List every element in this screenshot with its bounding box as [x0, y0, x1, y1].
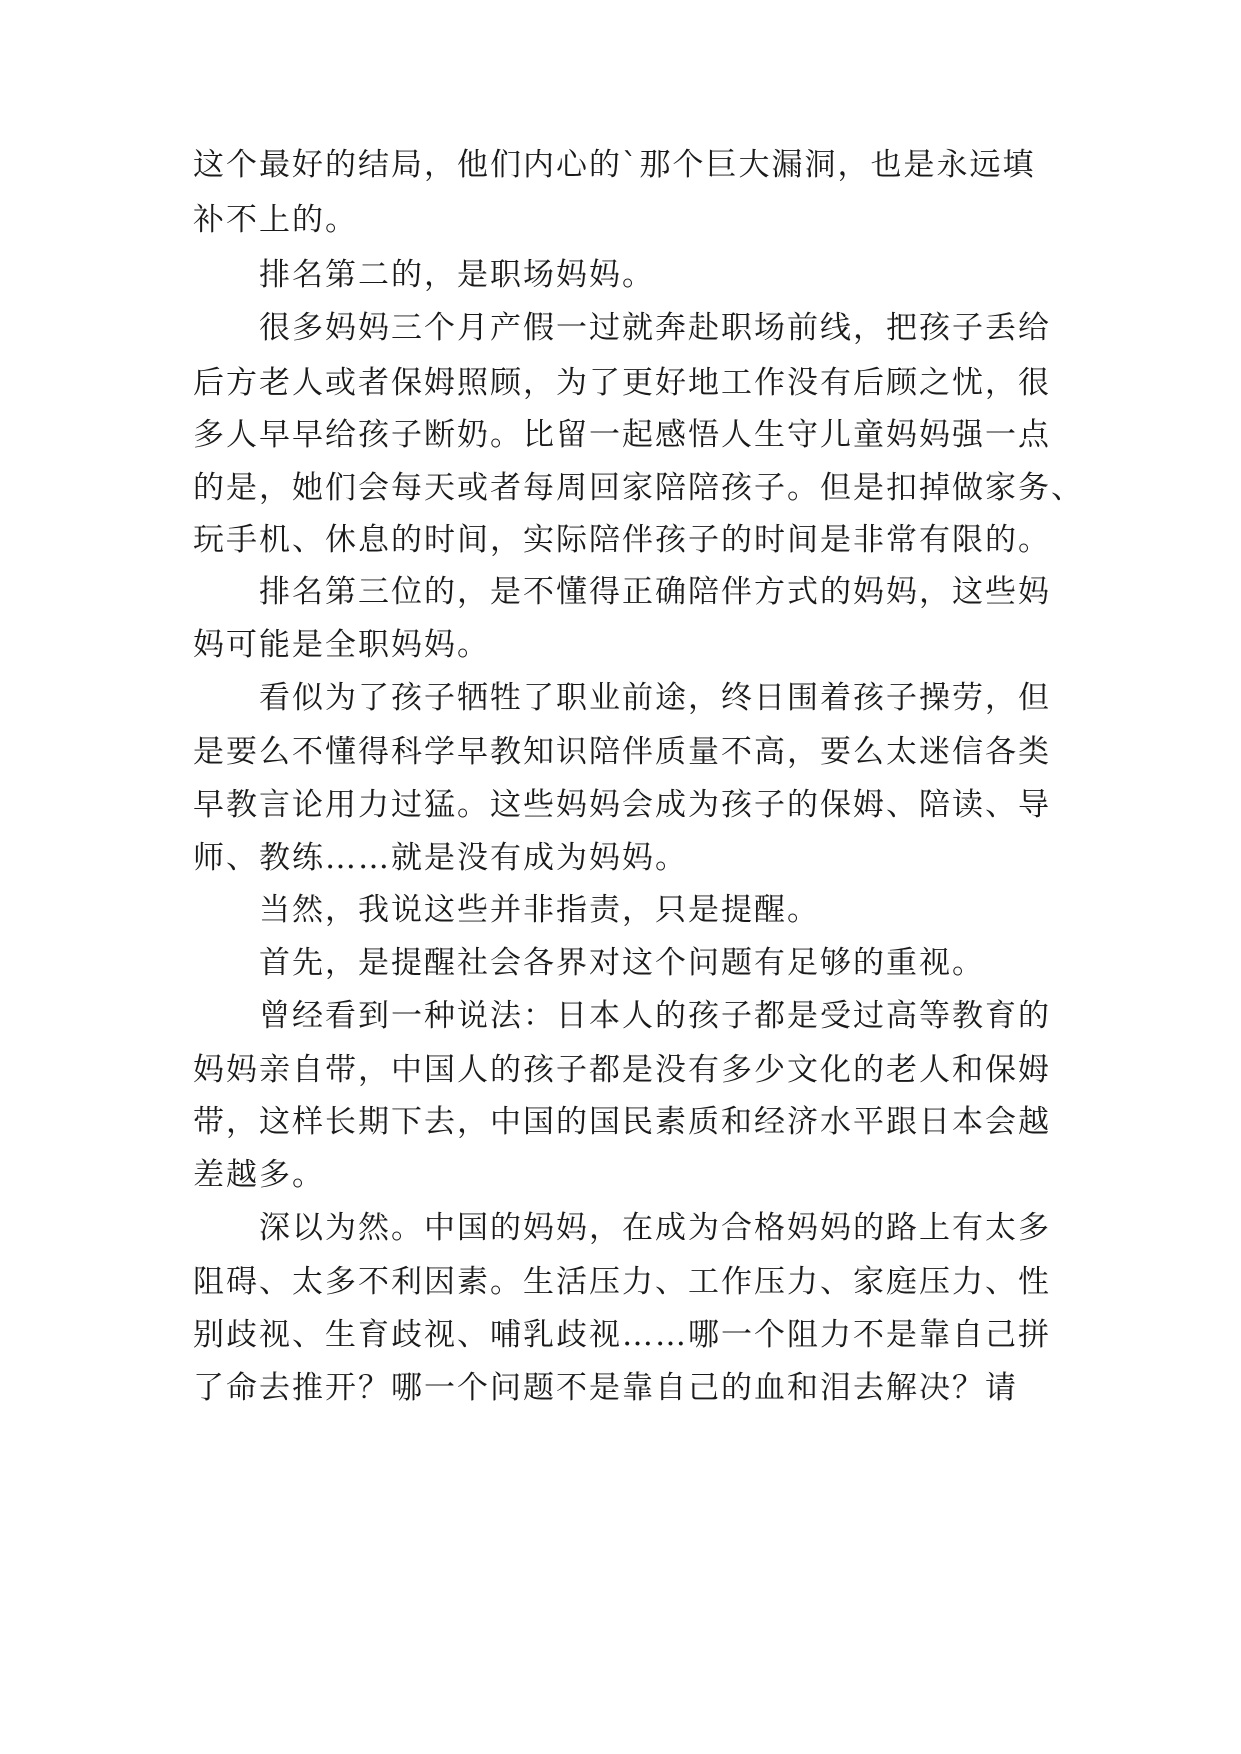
text-line: 差越多。	[193, 1157, 325, 1193]
text-line: 别歧视、生育歧视、哺乳歧视……哪一个阻力不是靠自己拼	[193, 1317, 1051, 1353]
text-line: 带，这样长期下去，中国的国民素质和经济水平跟日本会越	[193, 1104, 1051, 1140]
text-line: 妈妈亲自带，中国人的孩子都是没有多少文化的老人和保姆	[193, 1052, 1051, 1088]
text-line: 后方老人或者保姆照顾，为了更好地工作没有后顾之忧，很	[193, 365, 1051, 401]
text-line: 看似为了孩子牺牲了职业前途，终日围着孩子操劳，但	[259, 680, 1051, 716]
text-line: 当然，我说这些并非指责，只是提醒。	[259, 892, 820, 928]
text-line: 排名第三位的，是不懂得正确陪伴方式的妈妈，这些妈	[259, 574, 1051, 610]
text-line: 是要么不懂得科学早教知识陪伴质量不高，要么太迷信各类	[193, 734, 1051, 770]
text-line: 很多妈妈三个月产假一过就奔赴职场前线，把孩子丢给	[259, 310, 1051, 346]
text-line: 师、教练……就是没有成为妈妈。	[193, 840, 688, 876]
text-line: 的是，她们会每天或者每周回家陪陪孩子。但是扣掉做家务、	[193, 470, 1084, 506]
text-line: 妈可能是全职妈妈。	[193, 627, 490, 663]
text-line: 玩手机、休息的时间，实际陪伴孩子的时间是非常有限的。	[193, 522, 1051, 558]
text-line: 曾经看到一种说法：日本人的孩子都是受过高等教育的	[259, 998, 1051, 1034]
text-line: 补不上的。	[193, 202, 358, 238]
text-line: 阻碍、太多不利因素。生活压力、工作压力、家庭压力、性	[193, 1264, 1051, 1300]
text-line: 首先，是提醒社会各界对这个问题有足够的重视。	[259, 945, 985, 981]
text-line: 了命去推开？哪一个问题不是靠自己的血和泪去解决？请	[193, 1370, 1018, 1406]
text-line: 多人早早给孩子断奶。比留一起感悟人生守儿童妈妈强一点	[193, 417, 1051, 453]
text-line: 排名第二的，是职场妈妈。	[259, 257, 655, 293]
text-line: 深以为然。中国的妈妈，在成为合格妈妈的路上有太多	[259, 1210, 1051, 1246]
text-line: 这个最好的结局，他们内心的`那个巨大漏洞，也是永远填	[193, 147, 1036, 183]
text-line: 早教言论用力过猛。这些妈妈会成为孩子的保姆、陪读、导	[193, 787, 1051, 823]
